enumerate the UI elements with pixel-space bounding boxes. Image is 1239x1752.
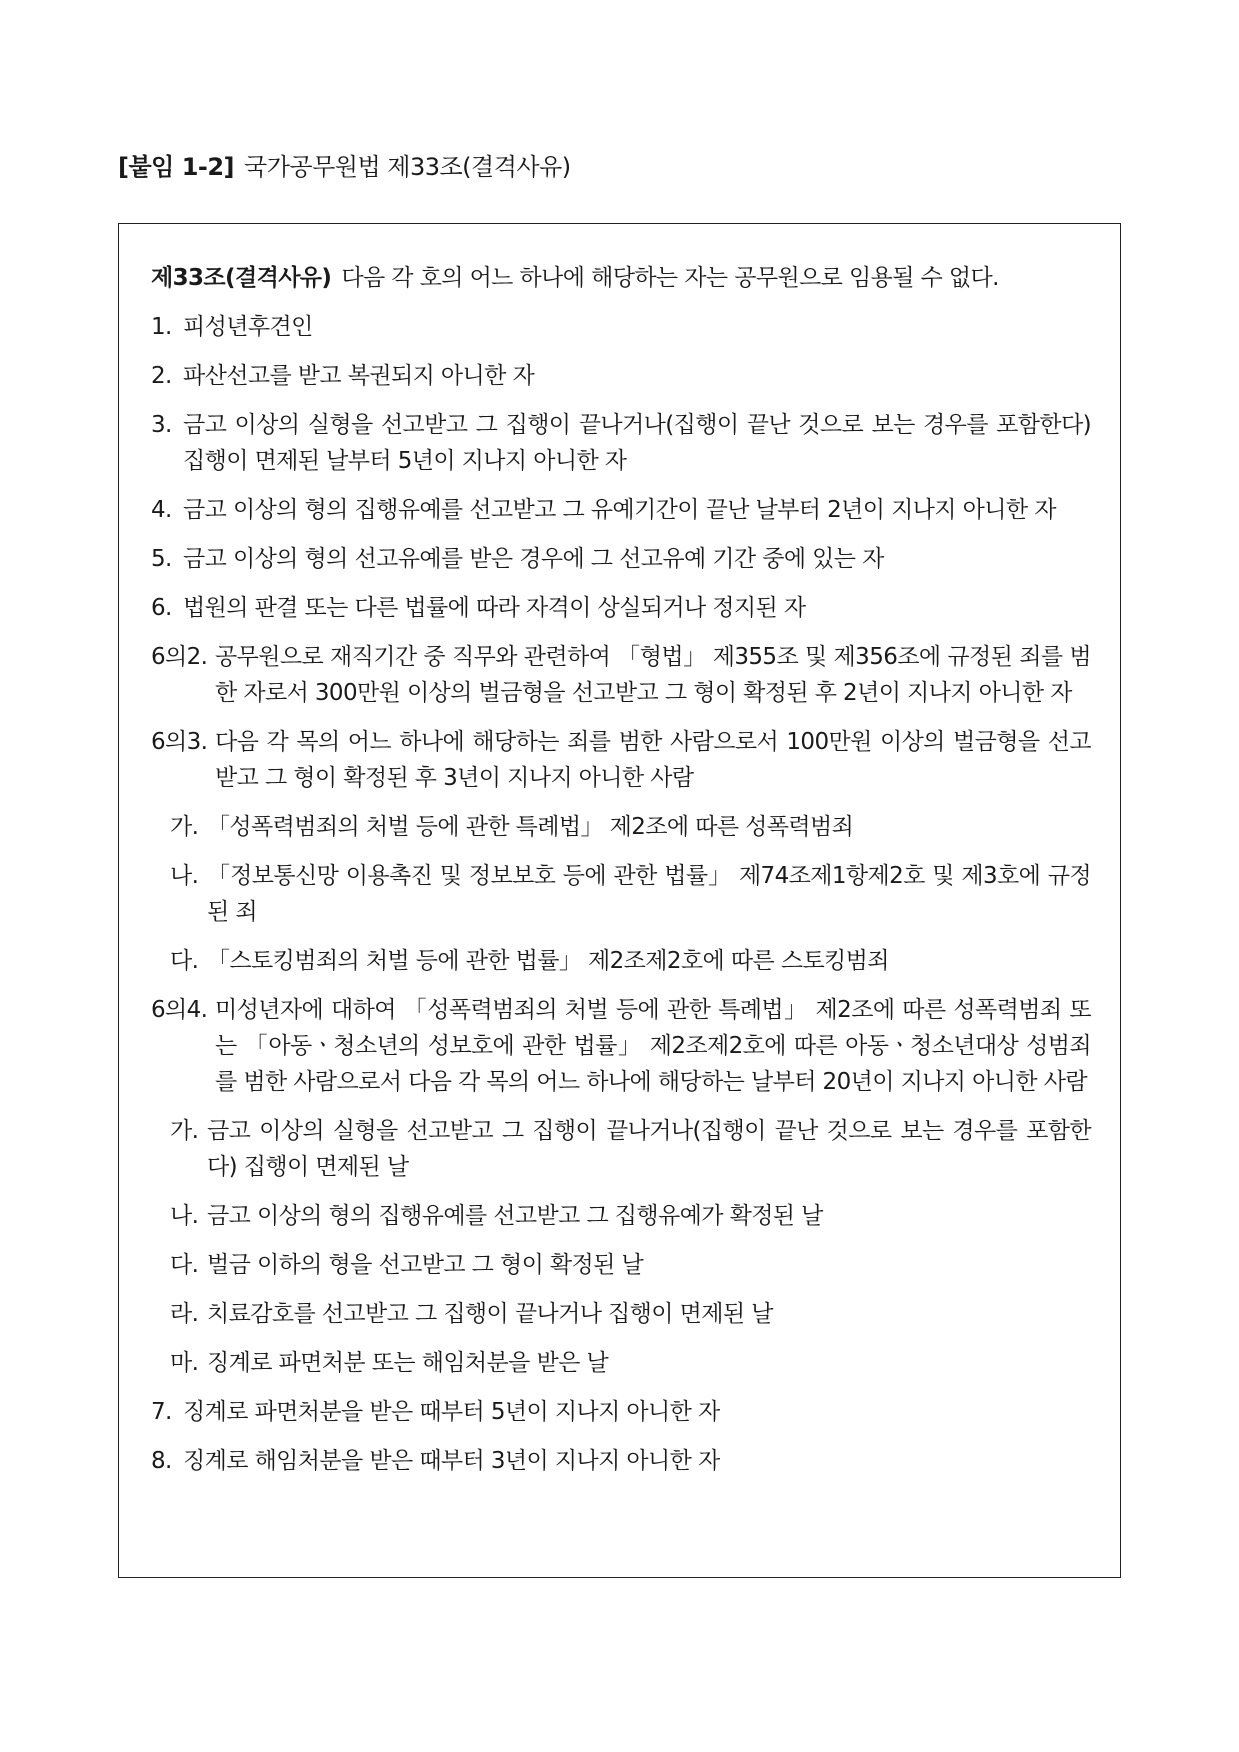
item-number: 7. [151,1399,172,1425]
item-number: 4. [151,497,172,523]
sub-item-label: 다. [170,948,199,974]
sub-item-text: 징계로 파면처분 또는 해임처분을 받은 날 [207,1350,609,1376]
article-intro: 다음 각 호의 어느 하나에 해당하는 자는 공무원으로 임용될 수 없다. [341,265,999,291]
item-text: 법원의 판결 또는 다른 법률에 따라 자격이 상실되거나 정지된 자 [183,595,806,621]
sub-item [151,858,1091,930]
list-item [151,407,1091,479]
list-item [151,724,1091,796]
attachment-title: 국가공무원법 제33조(결격사유) [244,153,571,181]
article-title: 제33조(결격사유) [151,265,332,291]
list-item [151,1394,1091,1430]
sub-item-text: 금고 이상의 형의 집행유예를 선고받고 그 집행유예가 확정된 날 [207,1203,823,1229]
sub-item-label: 마. [170,1350,199,1376]
sub-item-label: 가. [170,814,199,840]
item-text: 징계로 해임처분을 받은 때부터 3년이 지나지 아니한 자 [183,1448,720,1474]
item-number: 1. [151,314,172,340]
item-number: 5. [151,546,172,572]
sub-item-text: 「스토킹범죄의 처벌 등에 관한 법률」 제2조제2호에 따른 스토킹범죄 [207,948,889,974]
sub-item-text: 「성폭력범죄의 처벌 등에 관한 특례법」 제2조에 따른 성폭력범죄 [207,814,854,840]
list-item [151,639,1091,711]
item-text: 피성년후견인 [183,314,313,340]
sub-item [151,809,1091,845]
item-text: 파산선고를 받고 복권되지 아니한 자 [183,363,535,389]
item-text: 공무원으로 재직기간 중 직무와 관련하여 「형법」 제355조 및 제356조에 규정된 죄를 범한 자로서 300만원 이상의 벌금형을 선고받고 그 형이 확정된 후 2년이 지나지 아니한 자 [215,644,1091,706]
sub-item-label: 라. [170,1301,199,1327]
item-number: 3. [151,412,172,438]
item-text: 금고 이상의 형의 집행유예를 선고받고 그 유예기간이 끝난 날부터 2년이 지나지 아니한 자 [183,497,1056,523]
sub-item [151,943,1091,979]
item-text: 금고 이상의 실형을 선고받고 그 집행이 끝나거나(집행이 끝난 것으로 보는 경우를 포함한다) 집행이 면제된 날부터 5년이 지나지 아니한 자 [183,412,1091,474]
sub-item-label: 가. [170,1118,199,1144]
item-number: 6의4. [151,997,208,1023]
item-text: 금고 이상의 형의 선고유예를 받은 경우에 그 선고유예 기간 중에 있는 자 [183,546,884,572]
item-number: 2. [151,363,172,389]
list-item [151,541,1091,577]
list-item [151,358,1091,394]
item-text: 미성년자에 대하여 「성폭력범죄의 처벌 등에 관한 특례법」 제2조에 따른 성폭력범죄 또는 「아동ㆍ청소년의 성보호에 관한 법률」 제2조제2호에 따른 아동ㆍ청소년대상 성범죄를 범한 사람으로서 다음 각 목의 어느 하나에 해당하는 날부터 20년이 지나지 아니한 사람 [215,997,1091,1095]
list-item [151,590,1091,626]
list-item [151,1443,1091,1479]
sub-item-text: 치료감호를 선고받고 그 집행이 끝나거나 집행이 면제된 날 [207,1301,773,1327]
article-heading [151,260,1091,296]
item-number: 6의2. [151,644,208,670]
sub-item-text: 「정보통신망 이용촉진 및 정보보호 등에 관한 법률」 제74조제1항제2호 및 제3호에 규정된 죄 [207,863,1091,925]
sub-item-text: 벌금 이하의 형을 선고받고 그 형이 확정된 날 [207,1252,644,1278]
item-number: 6의3. [151,729,208,755]
sub-item [151,1198,1091,1234]
list-item [151,492,1091,528]
sub-item-label: 나. [170,863,199,889]
item-text: 징계로 파면처분을 받은 때부터 5년이 지나지 아니한 자 [183,1399,720,1425]
list-item [151,992,1091,1100]
article-box [118,223,1121,1578]
attachment-tag: [붙임 1-2] [118,153,235,181]
item-text: 다음 각 목의 어느 하나에 해당하는 죄를 범한 사람으로서 100만원 이상의 벌금형을 선고받고 그 형이 확정된 후 3년이 지나지 아니한 사람 [215,729,1091,791]
sub-item [151,1345,1091,1381]
item-number: 6. [151,595,172,621]
sub-item-label: 나. [170,1203,199,1229]
list-item [151,309,1091,345]
sub-item-text: 금고 이상의 실형을 선고받고 그 집행이 끝나거나(집행이 끝난 것으로 보는 경우를 포함한다) 집행이 면제된 날 [207,1118,1091,1180]
sub-item [151,1296,1091,1332]
sub-item [151,1247,1091,1283]
attachment-header [118,147,571,182]
article-content [151,260,1091,1492]
sub-item-label: 다. [170,1252,199,1278]
item-number: 8. [151,1448,172,1474]
sub-item [151,1113,1091,1185]
